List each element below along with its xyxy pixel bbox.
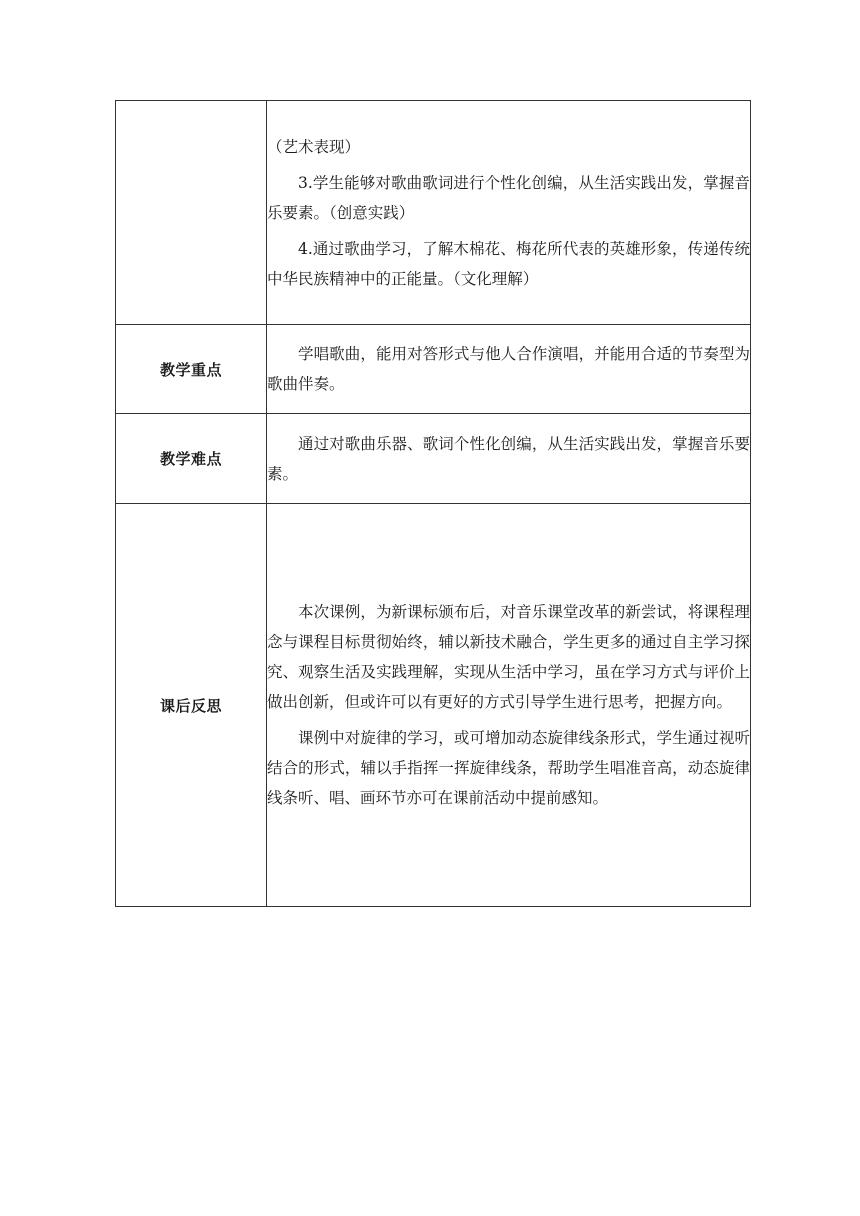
teaching-difficulty-label-cell [116, 414, 267, 504]
table-row-objectives-continued [116, 101, 751, 325]
reflection-paragraph-1: 本次课例，为新课标颁布后，对音乐课堂改革的新尝试，将课程理念与课程目标贯彻始终，辅以新技术融合，学生更多的通过自主学习探究、观察生活及实践理解，实现从生活中学习，虽在学习方式与评价上做出创新，但或许可以有更好的方式引导学生进行思考，把握方向。 [267, 603, 750, 711]
table-row-reflection [116, 504, 751, 907]
reflection-content [267, 504, 751, 907]
objective-tag-art-expression: （艺术表现） [267, 137, 361, 156]
reflection-paragraph-2: 课例中对旋律的学习，或可增加动态旋律线条形式，学生通过视听结合的形式，辅以手指挥一挥旋律线条，帮助学生唱准音高，动态旋律线条听、唱、画环节亦可在课前活动中提前感知。 [267, 729, 750, 807]
objective-4-text: 4.通过歌曲学习，了解木棉花、梅花所代表的英雄形象，传递传统中华民族精神中的正能量。（文化理解） [267, 239, 750, 288]
teaching-difficulty-text: 通过对歌曲乐器、歌词个性化创编，从生活实践出发，掌握音乐要素。 [267, 434, 750, 483]
reflection-label: 课后反思 [159, 696, 222, 715]
teaching-focus-content [267, 325, 751, 414]
objective-3-text: 3.学生能够对歌曲歌词进行个性化创编，从生活实践出发，掌握音乐要素。（创意实践） [267, 173, 750, 222]
lesson-plan-table [115, 100, 751, 907]
teaching-difficulty-content [267, 414, 751, 504]
teaching-difficulty-label: 教学难点 [159, 450, 222, 468]
table-row-teaching-difficulty [116, 414, 751, 504]
reflection-label-cell [116, 504, 267, 907]
teaching-focus-label: 教学重点 [159, 360, 222, 379]
teaching-focus-text: 学唱歌曲，能用对答形式与他人合作演唱，并能用合适的节奏型为歌曲伴奏。 [267, 345, 750, 393]
teaching-focus-label-cell [116, 325, 267, 414]
row-label-empty [116, 101, 267, 325]
table-row-teaching-focus [116, 325, 751, 414]
objectives-content [267, 101, 751, 325]
